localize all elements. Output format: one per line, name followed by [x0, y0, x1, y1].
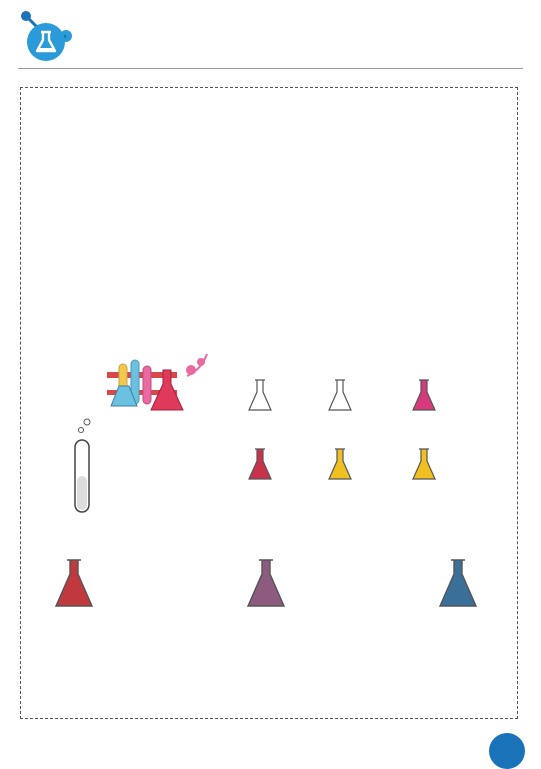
top-ph-scale [267, 356, 487, 377]
page-number-badge [489, 733, 525, 769]
content-frame [20, 87, 518, 719]
test-tube-icon [67, 418, 97, 518]
litmus-row [49, 556, 489, 612]
top-scale-svg [267, 356, 487, 372]
header-divider [18, 68, 523, 69]
methylorange-row [247, 445, 447, 485]
phenolphthalein-row [247, 376, 447, 416]
page-header [0, 0, 541, 70]
flask-logo-icon [18, 10, 74, 64]
lab-glassware-icon [103, 350, 213, 420]
